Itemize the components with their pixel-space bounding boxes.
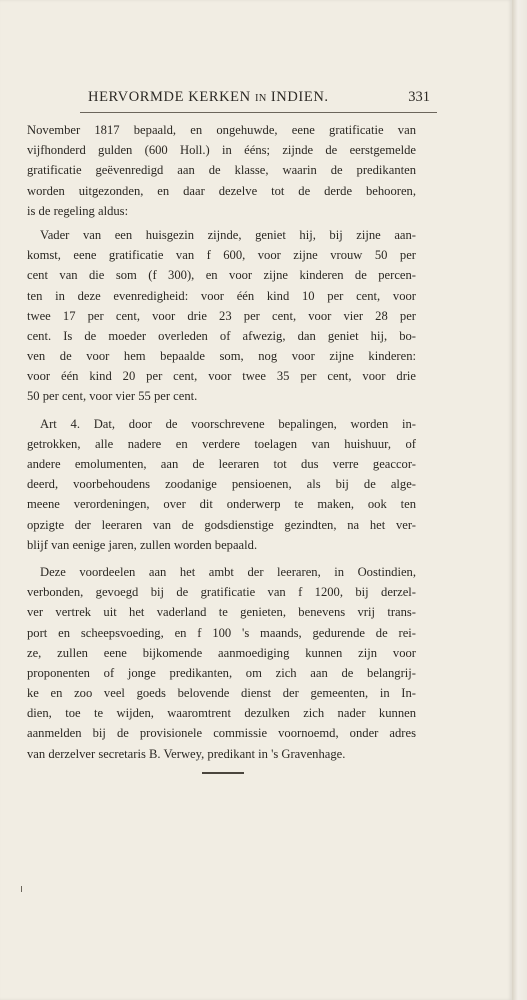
text-line: deerd, voorbehoudens zoodanige pensioenen, als bij de alge- — [27, 477, 416, 492]
text-line: gratificatie geëvenredigd aan de klasse, waarin de predikanten — [27, 163, 416, 178]
paragraph — [27, 120, 416, 221]
text-line: getrokken, alle nadere en verdere toelagen van huishuur, of — [27, 436, 416, 451]
text-line: ver vertrek uit het vaderland te genieten, benevens vrij trans- — [27, 605, 416, 620]
body-text — [27, 120, 416, 771]
text-line: November 1817 bepaald, en ongehuwde, eene gratificatie van — [27, 123, 416, 137]
text-line: cent. Is de moeder overleden of afwezig, dan geniet hij, bo- — [27, 328, 416, 343]
text-line: dien, toe te wijden, waaromtrent dezulken zich nader kunnen — [27, 706, 416, 721]
text-line: ke en zoo veel goeds belovende dienst der gemeenten, in In- — [27, 686, 416, 701]
text-line: blijf van eenige jaren, zullen worden bepaald. — [27, 537, 258, 552]
text-line: Art 4. Dat, door de voorschrevene bepalingen, worden in- — [40, 416, 416, 431]
text-line: vijfhonderd gulden (600 Holl.) in ééns; zijnde de eerstgemelde — [27, 143, 416, 158]
header-rule — [80, 112, 437, 113]
text-line: proponenten of jonge predikanten, om zich aan de belangrij- — [27, 665, 416, 680]
text-line: twee 17 per cent, voor drie 23 per cent, voor vier 28 per — [27, 308, 416, 323]
text-line: worden uitgezonden, en daar dezelve tot de derde behooren, — [27, 183, 416, 198]
text-line: port en scheepsvoeding, en f 100 's maands, gedurende de rei- — [27, 625, 416, 640]
end-rule — [202, 772, 244, 774]
text-line: ten in deze evenredigheid: voor één kind 10 per cent, voor — [27, 288, 416, 303]
text-line: Deze voordeelen aan het ambt der leeraren, in Oostindien, — [40, 564, 416, 579]
text-line: cent van die som (f 300), en voor zijne kinderen de percen- — [27, 268, 416, 283]
text-line: van derzelver secretaris B. Verwey, predikant in 's Gravenhage. — [27, 746, 346, 761]
running-header — [88, 89, 430, 109]
text-line: ven de voor hem bepaalde som, nog voor zijne kinderen: — [27, 349, 416, 364]
text-line: opzigte der leeraren van de godsdienstige gezindten, na het ver- — [27, 517, 416, 532]
text-line: verbonden, gevoegd bij de gratificatie van f 1200, bij derzel- — [27, 585, 416, 600]
paragraph — [27, 225, 416, 407]
text-line: Vader van een huisgezin zijnde, geniet hij, bij zijne aan- — [40, 227, 416, 242]
text-line: voor één kind 20 per cent, voor twee 35 per cent, voor drie — [27, 369, 416, 384]
paragraph — [27, 414, 416, 555]
paper-speck — [21, 886, 22, 892]
running-title-part2: INDIEN. — [270, 89, 329, 105]
running-title-part1: HERVORMDE KERKEN — [88, 89, 251, 105]
text-line: aanmelden bij de provisionele commissie voornoemd, onder adres — [27, 726, 416, 741]
running-title — [88, 89, 329, 106]
text-line: meene verordeningen, over dit onderwerp te maken, ook ten — [27, 497, 416, 512]
text-line: 50 per cent, voor vier 55 per cent. — [27, 389, 198, 404]
running-title-small: IN — [254, 93, 267, 104]
text-line: andere emolumenten, aan de leeraren tot dus verre geaccor- — [27, 457, 416, 471]
text-line: komst, eene gratificatie van f 600, voor zijne vrouw 50 per — [27, 248, 416, 263]
page-edge — [512, 0, 527, 1000]
text-line: is de regeling aldus: — [27, 203, 129, 218]
text-line: ze, zullen eene bijkomende aanmoediging kunnen zijn voor — [27, 645, 416, 660]
page-number: 331 — [408, 89, 430, 105]
paragraph — [27, 562, 416, 764]
